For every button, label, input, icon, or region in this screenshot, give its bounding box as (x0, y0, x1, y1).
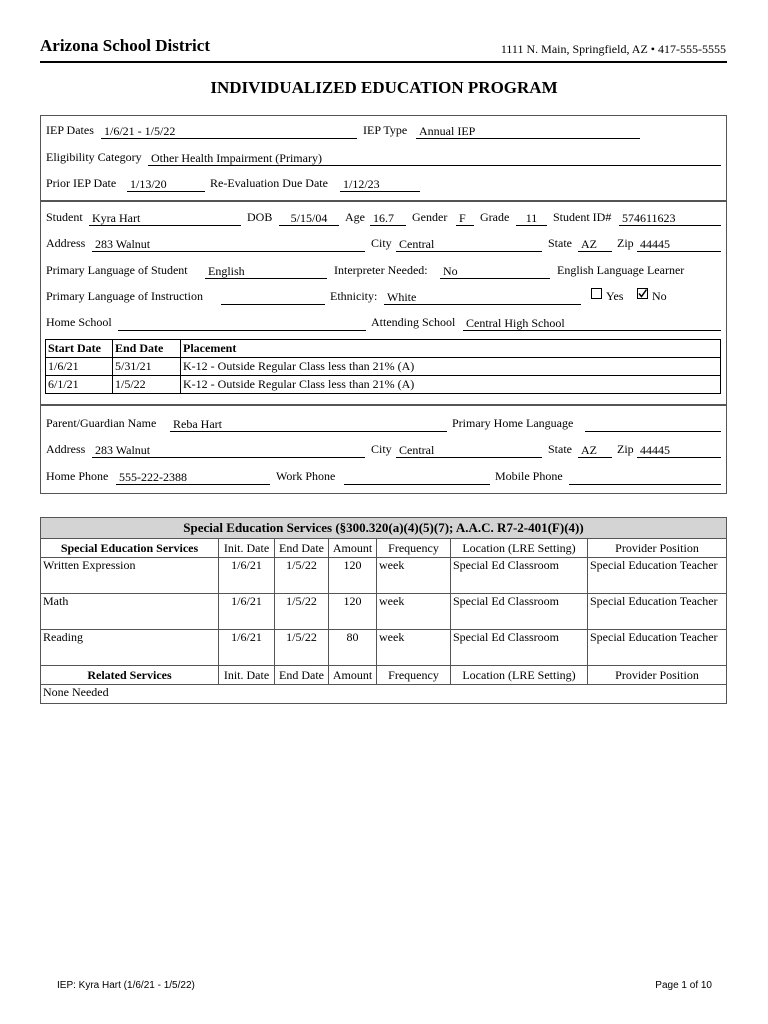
placement-header-end: End Date (113, 340, 181, 358)
related-header: Amount (329, 666, 377, 685)
parent-city-label: City (371, 442, 392, 456)
parent-city-field[interactable]: Central (396, 442, 542, 458)
placement-start: 1/6/21 (46, 358, 113, 376)
student-id-field[interactable]: 574611623 (619, 210, 721, 226)
check-icon (637, 288, 648, 299)
work-phone-field[interactable] (344, 469, 490, 485)
student-city-field[interactable]: Central (396, 236, 542, 252)
parent-state-label: State (548, 442, 572, 456)
parent-address-label: Address (46, 442, 86, 456)
services-header: Special Education Services (41, 539, 219, 558)
service-location: Special Ed Classroom (451, 630, 588, 666)
parent-zip-field[interactable]: 44445 (637, 442, 721, 458)
services-header: End Date (275, 539, 329, 558)
prior-iep-label: Prior IEP Date (46, 176, 117, 190)
page-number: Page 1 of 10 (655, 980, 712, 991)
services-header: Amount (329, 539, 377, 558)
page-title: INDIVIDUALIZED EDUCATION PROGRAM (210, 78, 558, 97)
service-location: Special Ed Classroom (451, 594, 588, 630)
service-end-date: 1/5/22 (275, 594, 329, 630)
service-frequency: week (377, 630, 451, 666)
placement-table (45, 339, 721, 394)
student-id-label: Student ID# (553, 210, 612, 224)
footer-doc-info: IEP: Kyra Hart (1/6/21 - 1/5/22) (57, 980, 195, 991)
service-init-date: 1/6/21 (219, 594, 275, 630)
parent-zip-label: Zip (617, 442, 634, 456)
related-header: Provider Position (588, 666, 727, 685)
city-label: City (371, 236, 392, 250)
services-header-row (41, 539, 727, 558)
interpreter-label: Interpreter Needed: (334, 263, 428, 277)
placement-end: 5/31/21 (113, 358, 181, 376)
service-end-date: 1/5/22 (275, 630, 329, 666)
service-amount: 120 (329, 594, 377, 630)
related-services-none: None Needed (41, 685, 727, 704)
iep-type-field[interactable]: Annual IEP (416, 123, 640, 139)
services-header: Frequency (377, 539, 451, 558)
address-label: Address (46, 236, 86, 250)
related-header: Related Services (41, 666, 219, 685)
related-header: End Date (275, 666, 329, 685)
special-education-services-table (40, 517, 727, 704)
service-amount: 80 (329, 630, 377, 666)
eligibility-label: Eligibility Category (46, 150, 142, 164)
interpreter-field[interactable]: No (440, 263, 550, 279)
primary-language-field[interactable]: English (205, 263, 327, 279)
table-row (41, 558, 727, 594)
table-row (46, 376, 721, 394)
grade-label: Grade (480, 210, 510, 224)
placement-value: K-12 - Outside Regular Class less than 21% (A) (181, 358, 721, 376)
placement-value: K-12 - Outside Regular Class less than 21% (A) (181, 376, 721, 394)
student-address-field[interactable]: 283 Walnut (92, 236, 365, 252)
table-row (41, 685, 727, 704)
table-row (41, 630, 727, 666)
iep-type-label: IEP Type (363, 123, 408, 137)
ethnicity-field[interactable]: White (384, 289, 581, 305)
placement-header-row (46, 340, 721, 358)
service-provider: Special Education Teacher (588, 558, 727, 594)
parent-address-field[interactable]: 283 Walnut (92, 442, 365, 458)
mobile-phone-field[interactable] (569, 469, 721, 485)
student-zip-field[interactable]: 44445 (637, 236, 721, 252)
service-amount: 120 (329, 558, 377, 594)
service-frequency: week (377, 558, 451, 594)
services-header: Provider Position (588, 539, 727, 558)
service-init-date: 1/6/21 (219, 630, 275, 666)
services-header: Location (LRE Setting) (451, 539, 588, 558)
ell-label: English Language Learner (557, 263, 685, 277)
related-header: Location (LRE Setting) (451, 666, 588, 685)
state-label: State (548, 236, 572, 250)
service-init-date: 1/6/21 (219, 558, 275, 594)
service-name: Reading (41, 630, 219, 666)
table-row (46, 358, 721, 376)
district-address: 1111 N. Main, Springfield, AZ • 417-555-5555 (500, 42, 726, 56)
student-state-field[interactable]: AZ (578, 236, 612, 252)
gender-label: Gender (412, 210, 448, 224)
placement-start: 6/1/21 (46, 376, 113, 394)
parent-name-label: Parent/Guardian Name (46, 416, 157, 430)
services-banner: Special Education Services (§300.320(a)(4)(5)(7); A.A.C. R7-2-401(F)(4)) (41, 518, 727, 539)
attending-school-field[interactable]: Central High School (463, 315, 721, 331)
parent-name-field[interactable]: Reba Hart (170, 416, 447, 432)
placement-header-start: Start Date (46, 340, 113, 358)
age-label: Age (345, 210, 365, 224)
attending-school-label: Attending School (371, 315, 456, 329)
service-name: Written Expression (41, 558, 219, 594)
home-school-field[interactable] (118, 315, 366, 331)
grade-field[interactable]: 11 (516, 210, 547, 226)
iep-dates-field[interactable]: 1/6/21 - 1/5/22 (101, 123, 357, 139)
parent-state-field[interactable]: AZ (578, 442, 612, 458)
home-language-label: Primary Home Language (452, 416, 574, 430)
placement-end: 1/5/22 (113, 376, 181, 394)
service-provider: Special Education Teacher (588, 630, 727, 666)
work-phone-label: Work Phone (276, 469, 336, 483)
services-header: Init. Date (219, 539, 275, 558)
ell-no-label: No (652, 289, 667, 303)
related-header: Frequency (377, 666, 451, 685)
prior-iep-field[interactable]: 1/13/20 (127, 176, 205, 192)
service-end-date: 1/5/22 (275, 558, 329, 594)
iep-dates-label: IEP Dates (46, 123, 94, 137)
reeval-label: Re-Evaluation Due Date (210, 176, 328, 190)
home-phone-field[interactable]: 555-222-2388 (116, 469, 270, 485)
dob-field[interactable]: 5/15/04 (279, 210, 339, 226)
district-name: Arizona School District (40, 36, 210, 55)
primary-language-label: Primary Language of Student (46, 263, 188, 277)
zip-label: Zip (617, 236, 634, 250)
age-field[interactable]: 16.7 (370, 210, 406, 226)
ell-yes-checkbox[interactable] (591, 288, 602, 299)
eligibility-field[interactable]: Other Health Impairment (Primary) (148, 150, 721, 166)
table-row (41, 594, 727, 630)
mobile-phone-label: Mobile Phone (495, 469, 563, 483)
ell-no-checkbox[interactable] (637, 288, 648, 299)
instruction-language-field[interactable] (221, 289, 325, 305)
home-phone-label: Home Phone (46, 469, 109, 483)
student-label: Student (46, 210, 83, 224)
ell-yes-label: Yes (606, 289, 624, 303)
placement-header-placement: Placement (181, 340, 721, 358)
service-name: Math (41, 594, 219, 630)
service-provider: Special Education Teacher (588, 594, 727, 630)
related-header: Init. Date (219, 666, 275, 685)
ethnicity-label: Ethnicity: (330, 289, 378, 303)
home-school-label: Home School (46, 315, 112, 329)
gender-field[interactable]: F (456, 210, 474, 226)
student-name-field[interactable]: Kyra Hart (89, 210, 241, 226)
home-language-field[interactable] (585, 416, 721, 432)
service-location: Special Ed Classroom (451, 558, 588, 594)
instruction-language-label: Primary Language of Instruction (46, 289, 203, 303)
header-divider (40, 61, 727, 63)
related-services-header-row (41, 666, 727, 685)
service-frequency: week (377, 594, 451, 630)
reeval-field[interactable]: 1/12/23 (340, 176, 420, 192)
dob-label: DOB (247, 210, 273, 224)
